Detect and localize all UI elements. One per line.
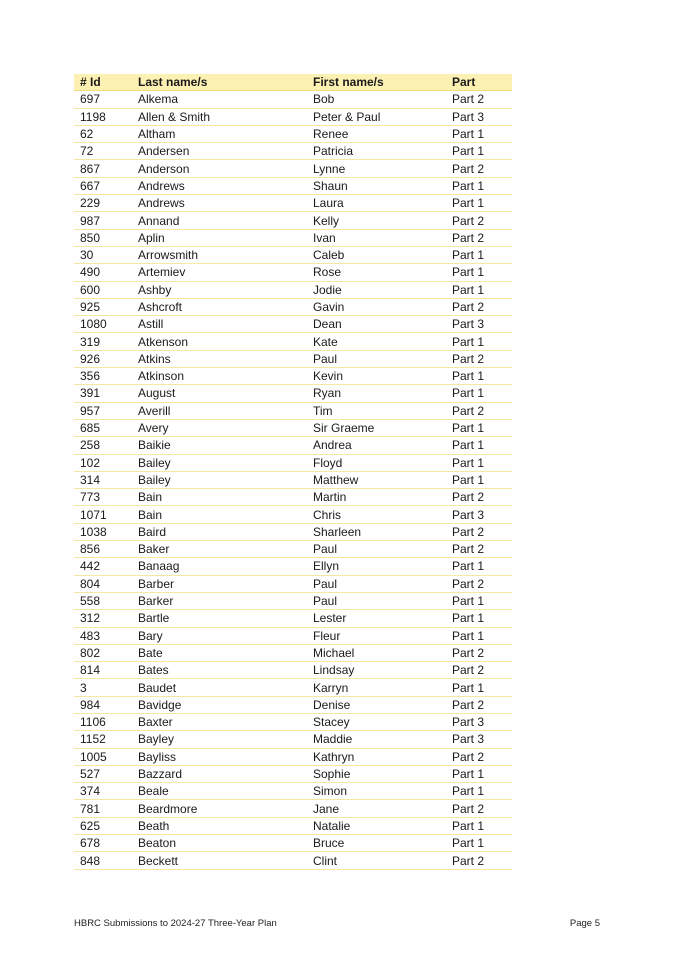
cell-part: Part 1 (446, 281, 512, 298)
cell-id: 527 (74, 765, 132, 782)
cell-part: Part 1 (446, 368, 512, 385)
cell-id: 781 (74, 800, 132, 817)
cell-id: 1038 (74, 523, 132, 540)
cell-part: Part 2 (446, 229, 512, 246)
cell-id: 685 (74, 419, 132, 436)
cell-first-name: Martin (307, 489, 446, 506)
table-row (74, 765, 512, 782)
cell-last-name: Bailey (132, 454, 307, 471)
cell-id: 319 (74, 333, 132, 350)
cell-first-name: Michael (307, 644, 446, 661)
cell-id: 987 (74, 212, 132, 229)
cell-last-name: Andrews (132, 195, 307, 212)
cell-first-name: Kathryn (307, 748, 446, 765)
cell-last-name: Anderson (132, 160, 307, 177)
table-row (74, 281, 512, 298)
cell-first-name: Jodie (307, 281, 446, 298)
cell-last-name: Bary (132, 627, 307, 644)
cell-part: Part 1 (446, 143, 512, 160)
cell-part: Part 2 (446, 298, 512, 315)
cell-id: 356 (74, 368, 132, 385)
table-row (74, 523, 512, 540)
cell-part: Part 1 (446, 471, 512, 488)
table-row (74, 264, 512, 281)
table-row (74, 108, 512, 125)
table-row (74, 575, 512, 592)
cell-id: 667 (74, 177, 132, 194)
cell-last-name: Baikie (132, 437, 307, 454)
table-row (74, 662, 512, 679)
cell-id: 72 (74, 143, 132, 160)
cell-first-name: Stacey (307, 713, 446, 730)
cell-first-name: Ellyn (307, 558, 446, 575)
table-row (74, 368, 512, 385)
cell-part: Part 2 (446, 696, 512, 713)
cell-last-name: Allen & Smith (132, 108, 307, 125)
cell-part: Part 2 (446, 160, 512, 177)
table-row (74, 748, 512, 765)
cell-part: Part 1 (446, 264, 512, 281)
cell-id: 314 (74, 471, 132, 488)
cell-first-name: Fleur (307, 627, 446, 644)
table-row (74, 817, 512, 834)
cell-part: Part 2 (446, 748, 512, 765)
cell-id: 258 (74, 437, 132, 454)
table-body (74, 91, 512, 869)
cell-last-name: Atkenson (132, 333, 307, 350)
cell-id: 850 (74, 229, 132, 246)
cell-last-name: Arrowsmith (132, 246, 307, 263)
cell-first-name: Kelly (307, 212, 446, 229)
cell-part: Part 1 (446, 835, 512, 852)
table-row (74, 437, 512, 454)
cell-first-name: Bob (307, 91, 446, 108)
cell-last-name: Averill (132, 402, 307, 419)
cell-last-name: Bartle (132, 610, 307, 627)
table-row (74, 783, 512, 800)
cell-first-name: Chris (307, 506, 446, 523)
cell-last-name: Bailey (132, 471, 307, 488)
cell-first-name: Lindsay (307, 662, 446, 679)
cell-first-name: Clint (307, 852, 446, 869)
cell-first-name: Matthew (307, 471, 446, 488)
cell-id: 102 (74, 454, 132, 471)
cell-part: Part 2 (446, 350, 512, 367)
submissions-table (74, 74, 512, 870)
cell-id: 312 (74, 610, 132, 627)
table-row (74, 541, 512, 558)
cell-first-name: Paul (307, 592, 446, 609)
cell-last-name: Alkema (132, 91, 307, 108)
cell-part: Part 1 (446, 195, 512, 212)
cell-first-name: Lester (307, 610, 446, 627)
cell-part: Part 2 (446, 489, 512, 506)
table-header (74, 74, 512, 91)
cell-last-name: Ashcroft (132, 298, 307, 315)
table-row (74, 385, 512, 402)
column-header-first-name: First name/s (307, 74, 446, 91)
cell-first-name: Karryn (307, 679, 446, 696)
cell-id: 229 (74, 195, 132, 212)
cell-first-name: Bruce (307, 835, 446, 852)
table-row (74, 592, 512, 609)
cell-id: 697 (74, 91, 132, 108)
cell-last-name: Andrews (132, 177, 307, 194)
cell-id: 30 (74, 246, 132, 263)
cell-last-name: Avery (132, 419, 307, 436)
cell-first-name: Sir Graeme (307, 419, 446, 436)
cell-last-name: Bain (132, 489, 307, 506)
cell-part: Part 3 (446, 713, 512, 730)
cell-first-name: Shaun (307, 177, 446, 194)
cell-part: Part 1 (446, 817, 512, 834)
cell-first-name: Tim (307, 402, 446, 419)
cell-first-name: Denise (307, 696, 446, 713)
cell-id: 490 (74, 264, 132, 281)
cell-last-name: Annand (132, 212, 307, 229)
cell-part: Part 2 (446, 852, 512, 869)
cell-part: Part 1 (446, 437, 512, 454)
cell-id: 814 (74, 662, 132, 679)
cell-first-name: Ryan (307, 385, 446, 402)
cell-first-name: Paul (307, 575, 446, 592)
cell-part: Part 2 (446, 541, 512, 558)
cell-first-name: Maddie (307, 731, 446, 748)
cell-part: Part 1 (446, 333, 512, 350)
table-row (74, 713, 512, 730)
cell-last-name: Bates (132, 662, 307, 679)
cell-last-name: Astill (132, 316, 307, 333)
cell-last-name: Beardmore (132, 800, 307, 817)
cell-part: Part 1 (446, 610, 512, 627)
table-row (74, 558, 512, 575)
cell-id: 1071 (74, 506, 132, 523)
cell-id: 957 (74, 402, 132, 419)
table-row (74, 160, 512, 177)
cell-first-name: Renee (307, 125, 446, 142)
cell-id: 558 (74, 592, 132, 609)
cell-id: 1005 (74, 748, 132, 765)
cell-part: Part 1 (446, 592, 512, 609)
cell-part: Part 2 (446, 91, 512, 108)
table-row (74, 402, 512, 419)
cell-last-name: Atkins (132, 350, 307, 367)
cell-last-name: Altham (132, 125, 307, 142)
cell-id: 483 (74, 627, 132, 644)
table-row (74, 489, 512, 506)
cell-last-name: Beale (132, 783, 307, 800)
cell-part: Part 2 (446, 800, 512, 817)
table-row (74, 852, 512, 869)
cell-last-name: Bazzard (132, 765, 307, 782)
cell-part: Part 3 (446, 316, 512, 333)
cell-last-name: Barber (132, 575, 307, 592)
header-row (74, 74, 512, 91)
cell-part: Part 3 (446, 731, 512, 748)
cell-last-name: Bayley (132, 731, 307, 748)
cell-part: Part 1 (446, 125, 512, 142)
cell-part: Part 1 (446, 627, 512, 644)
cell-last-name: Baudet (132, 679, 307, 696)
cell-last-name: Baxter (132, 713, 307, 730)
table-row (74, 800, 512, 817)
cell-id: 1152 (74, 731, 132, 748)
column-header-id: # Id (74, 74, 132, 91)
table-row (74, 143, 512, 160)
cell-id: 926 (74, 350, 132, 367)
table-row (74, 350, 512, 367)
cell-part: Part 1 (446, 679, 512, 696)
cell-id: 1080 (74, 316, 132, 333)
table-row (74, 333, 512, 350)
table-row (74, 506, 512, 523)
cell-first-name: Kate (307, 333, 446, 350)
cell-id: 391 (74, 385, 132, 402)
cell-part: Part 1 (446, 177, 512, 194)
cell-id: 848 (74, 852, 132, 869)
table-row (74, 212, 512, 229)
cell-id: 925 (74, 298, 132, 315)
cell-first-name: Caleb (307, 246, 446, 263)
cell-part: Part 1 (446, 558, 512, 575)
table-row (74, 177, 512, 194)
cell-first-name: Dean (307, 316, 446, 333)
cell-id: 678 (74, 835, 132, 852)
cell-last-name: Bate (132, 644, 307, 661)
cell-id: 804 (74, 575, 132, 592)
cell-part: Part 2 (446, 644, 512, 661)
table-row (74, 125, 512, 142)
cell-id: 62 (74, 125, 132, 142)
table-row (74, 644, 512, 661)
table-row (74, 91, 512, 108)
cell-id: 1198 (74, 108, 132, 125)
cell-last-name: Baker (132, 541, 307, 558)
cell-last-name: Barker (132, 592, 307, 609)
cell-id: 984 (74, 696, 132, 713)
cell-part: Part 2 (446, 212, 512, 229)
cell-id: 1106 (74, 713, 132, 730)
table-row (74, 610, 512, 627)
cell-last-name: Beaton (132, 835, 307, 852)
cell-part: Part 1 (446, 246, 512, 263)
cell-part: Part 2 (446, 523, 512, 540)
cell-id: 3 (74, 679, 132, 696)
cell-part: Part 1 (446, 454, 512, 471)
cell-part: Part 2 (446, 662, 512, 679)
cell-last-name: Artemiev (132, 264, 307, 281)
cell-last-name: Atkinson (132, 368, 307, 385)
cell-first-name: Paul (307, 350, 446, 367)
footer-page-number: Page 5 (569, 918, 600, 929)
cell-last-name: Ashby (132, 281, 307, 298)
cell-part: Part 1 (446, 419, 512, 436)
cell-first-name: Simon (307, 783, 446, 800)
cell-first-name: Patricia (307, 143, 446, 160)
cell-first-name: Ivan (307, 229, 446, 246)
cell-first-name: Paul (307, 541, 446, 558)
cell-id: 773 (74, 489, 132, 506)
footer-document-title: HBRC Submissions to 2024-27 Three-Year Plan (74, 918, 277, 929)
cell-first-name: Sharleen (307, 523, 446, 540)
cell-last-name: August (132, 385, 307, 402)
cell-first-name: Natalie (307, 817, 446, 834)
cell-part: Part 1 (446, 385, 512, 402)
cell-id: 856 (74, 541, 132, 558)
table-row (74, 627, 512, 644)
table-row (74, 298, 512, 315)
cell-first-name: Laura (307, 195, 446, 212)
cell-last-name: Andersen (132, 143, 307, 160)
cell-part: Part 1 (446, 783, 512, 800)
cell-part: Part 3 (446, 108, 512, 125)
cell-last-name: Aplin (132, 229, 307, 246)
column-header-part: Part (446, 74, 512, 91)
column-header-last-name: Last name/s (132, 74, 307, 91)
cell-first-name: Kevin (307, 368, 446, 385)
cell-last-name: Beckett (132, 852, 307, 869)
table-row (74, 419, 512, 436)
table-row (74, 471, 512, 488)
cell-last-name: Banaag (132, 558, 307, 575)
cell-id: 867 (74, 160, 132, 177)
table-row (74, 731, 512, 748)
cell-first-name: Sophie (307, 765, 446, 782)
cell-id: 625 (74, 817, 132, 834)
table-row (74, 316, 512, 333)
cell-last-name: Beath (132, 817, 307, 834)
table-row (74, 246, 512, 263)
cell-id: 374 (74, 783, 132, 800)
cell-first-name: Andrea (307, 437, 446, 454)
cell-first-name: Peter & Paul (307, 108, 446, 125)
cell-id: 600 (74, 281, 132, 298)
cell-last-name: Bavidge (132, 696, 307, 713)
cell-id: 442 (74, 558, 132, 575)
table-row (74, 835, 512, 852)
cell-last-name: Bayliss (132, 748, 307, 765)
cell-last-name: Bain (132, 506, 307, 523)
table-row (74, 195, 512, 212)
table-row (74, 679, 512, 696)
cell-part: Part 3 (446, 506, 512, 523)
cell-first-name: Lynne (307, 160, 446, 177)
cell-id: 802 (74, 644, 132, 661)
cell-first-name: Gavin (307, 298, 446, 315)
cell-last-name: Baird (132, 523, 307, 540)
table-row (74, 229, 512, 246)
cell-part: Part 2 (446, 575, 512, 592)
cell-first-name: Rose (307, 264, 446, 281)
table-row (74, 454, 512, 471)
cell-part: Part 2 (446, 402, 512, 419)
cell-first-name: Floyd (307, 454, 446, 471)
cell-first-name: Jane (307, 800, 446, 817)
table-row (74, 696, 512, 713)
cell-part: Part 1 (446, 765, 512, 782)
